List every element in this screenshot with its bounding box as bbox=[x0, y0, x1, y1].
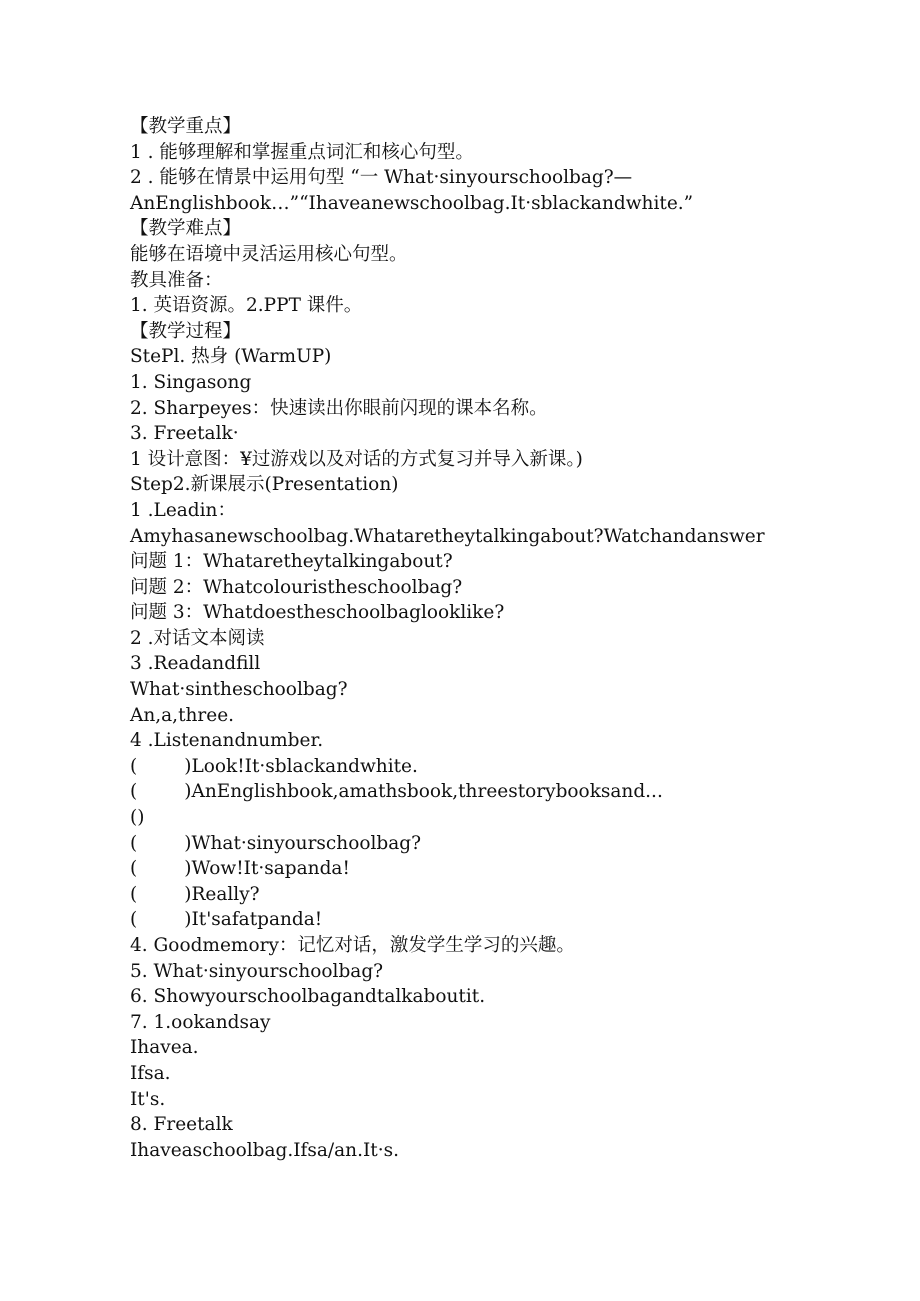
list-item: 5. What·sinyourschoolbag? bbox=[130, 960, 384, 982]
question-2: 问题 2：Whatcolouristheschoolbag? bbox=[130, 576, 463, 598]
design-intent-note: 1 设计意图：¥过游戏以及对话的方式复习并导入新课。) bbox=[130, 448, 583, 470]
numbering-item: ( )Really? bbox=[130, 883, 260, 905]
question-3: 问题 3：Whatdoestheschoolbaglooklike? bbox=[130, 602, 505, 624]
list-item: 7. 1.ookandsay bbox=[130, 1011, 271, 1033]
numbering-item: ( )What·sinyourschoolbag? bbox=[130, 832, 422, 854]
list-item: 3 .Readandfill bbox=[130, 653, 261, 675]
key-point-2-continued: AnEnglishbook…”“Ihaveanewschoolbag.It·sblackandwhite.” bbox=[130, 192, 694, 214]
numbering-item: ( )AnEnglishbook,amathsbook,threestorybooksand... bbox=[130, 781, 663, 803]
list-item: 2. Sharpeyes：快速读出你眼前闪现的课本名称。 bbox=[130, 397, 548, 419]
key-point-1: 1 . 能够理解和掌握重点词汇和核心句型。 bbox=[130, 141, 474, 163]
heading-teaching-process: 【教学过程】 bbox=[130, 320, 242, 342]
list-item: 1 .Leadin： bbox=[130, 499, 236, 521]
heading-teaching-key-points: 【教学重点】 bbox=[130, 116, 242, 137]
list-item: 6. Showyourschoolbagandtalkaboutit. bbox=[130, 986, 486, 1008]
numbering-item: ( )Look!It·sblackandwhite. bbox=[130, 755, 418, 777]
heading-teaching-difficulties: 【教学难点】 bbox=[130, 218, 242, 240]
numbering-blank: () bbox=[130, 807, 145, 829]
heading-teaching-aids: 教具准备： bbox=[130, 269, 223, 291]
list-item: 3. Freetalk· bbox=[130, 423, 239, 445]
sentence-pattern: It's. bbox=[130, 1088, 166, 1110]
fill-question: What·sintheschoolbag? bbox=[130, 679, 348, 701]
list-item: 4 .Listenandnumber. bbox=[130, 730, 324, 752]
list-item: 4. Goodmemory：记忆对话，激发学生学习的兴趣。 bbox=[130, 935, 575, 956]
numbering-item: ( )Wow!It·sapanda! bbox=[130, 858, 350, 880]
list-item: 8. Freetalk bbox=[130, 1114, 233, 1136]
list-item: 2 .对话文本阅读 bbox=[130, 627, 265, 649]
step2-heading: Step2.新课展示(Presentation) bbox=[130, 474, 399, 496]
list-item: 1. Singasong bbox=[130, 371, 252, 393]
leadin-text: Amyhasanewschoolbag.Whataretheytalkingabout?Watchandanswer bbox=[130, 525, 765, 547]
document-body bbox=[130, 114, 810, 1163]
numbering-item: ( )It'safatpanda! bbox=[130, 909, 323, 931]
fill-answer: An,a,three. bbox=[130, 704, 235, 726]
difficulty-text: 能够在语境中灵活运用核心句型。 bbox=[130, 243, 408, 265]
teaching-aids-list: 1. 英语资源。2.PPT 课件。 bbox=[130, 295, 363, 317]
sentence-pattern: Ifsa. bbox=[130, 1062, 171, 1084]
step1-heading: StePl. 热身 (WarmUP) bbox=[130, 346, 332, 368]
question-1: 问题 1：Whataretheytalkingabout? bbox=[130, 551, 453, 573]
freetalk-pattern: Ihaveaschoolbag.Ifsa/an.It·s. bbox=[130, 1139, 399, 1161]
sentence-pattern: Ihavea. bbox=[130, 1037, 199, 1059]
key-point-2: 2 . 能够在情景中运用句型 “一 What·sinyourschoolbag?— bbox=[130, 167, 633, 189]
